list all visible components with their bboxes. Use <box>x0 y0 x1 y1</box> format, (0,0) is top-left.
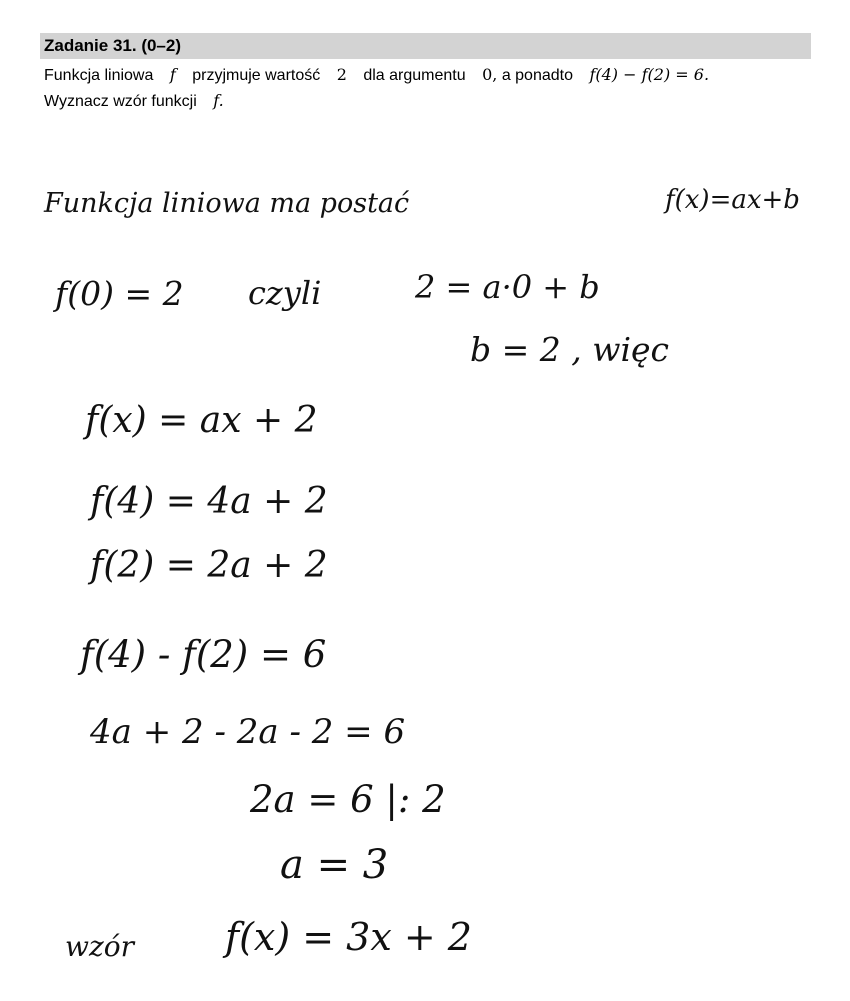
solution-line-10: a = 3 <box>280 842 389 888</box>
function-symbol: f <box>169 65 176 84</box>
task-text-segment: a ponadto <box>501 67 573 84</box>
solution-line-2-given: f(0) = 2 <box>55 274 184 313</box>
solution-line-7: f(4) - f(2) = 6 <box>80 633 327 676</box>
task-text-segment: przyjmuje wartość <box>192 67 321 84</box>
solution-line-9: 2a = 6 |: 2 <box>250 778 446 821</box>
solution-line-6: f(2) = 2a + 2 <box>90 545 328 586</box>
solution-line-8: 4a + 2 - 2a - 2 = 6 <box>90 712 406 752</box>
condition-equation: f(4) − f(2) = 6. <box>589 65 710 84</box>
task-text-segment: Funkcja liniowa <box>44 67 154 84</box>
task-text-segment: dla argumentu <box>363 67 466 84</box>
value-number: 2 <box>336 65 347 84</box>
solution-line-1-formula: f(x)=ax+b <box>665 185 800 215</box>
solution-line-5: f(4) = 4a + 2 <box>90 481 328 522</box>
solution-line-11-label: wzór <box>65 930 134 963</box>
solution-line-4: f(x) = ax + 2 <box>85 400 318 441</box>
task-text-segment: Wyznacz wzór funkcji <box>44 93 197 110</box>
task-line-2 <box>44 88 814 114</box>
task-title: Zadanie 31. (0–2) <box>40 33 811 59</box>
solution-line-3: b = 2 , więc <box>470 330 670 369</box>
solution-line-1-text: Funkcja liniowa ma postać <box>44 188 410 219</box>
task-line-1 <box>44 62 814 88</box>
solution-line-2-word: czyli <box>248 274 322 312</box>
function-symbol: f. <box>213 91 224 110</box>
task-statement <box>44 62 814 114</box>
solution-line-11-formula: f(x) = 3x + 2 <box>225 915 472 959</box>
solution-line-2-equation: 2 = a·0 + b <box>415 268 600 306</box>
argument-number: 0, <box>482 65 498 84</box>
